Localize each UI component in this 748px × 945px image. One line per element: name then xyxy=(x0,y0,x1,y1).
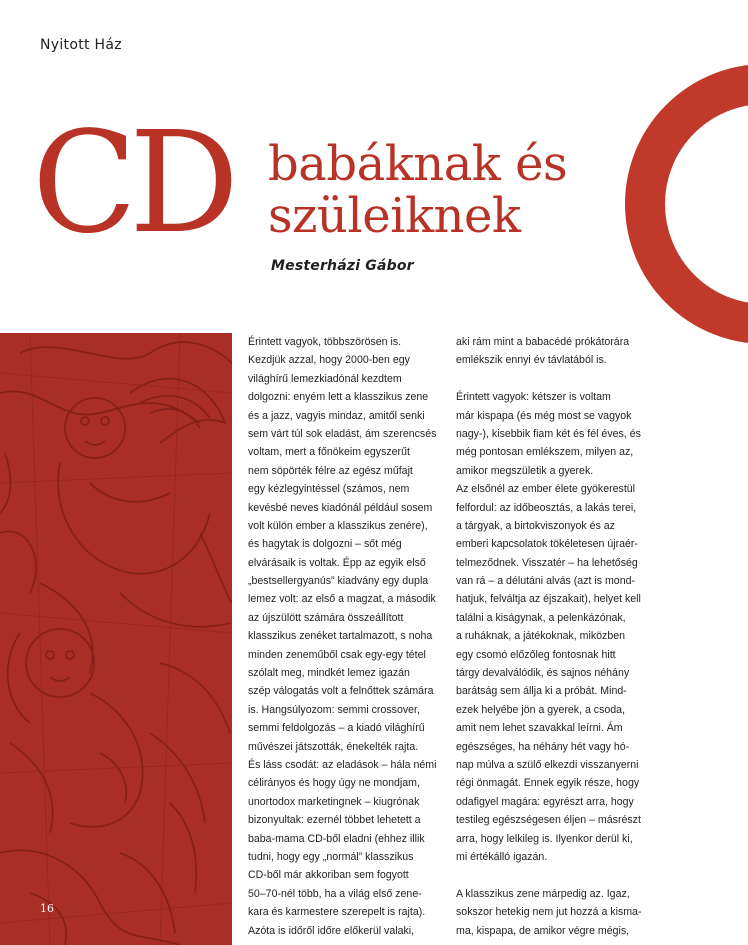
text-line: unortodox marketingnek – kiugrónak xyxy=(248,795,420,808)
text-line: egészséges, ha néhány hét vagy hó- xyxy=(456,740,630,753)
text-line: még pontosan emlékszem, milyen az, xyxy=(456,446,634,459)
text-line: amit nem lehet szavakkal leírni. Ám xyxy=(456,722,623,735)
text-line: nagy-), kisebbik fiam két és fél éves, és xyxy=(456,427,641,440)
text-line: sem várt túl sok eladást, ám szerencsés xyxy=(248,427,437,440)
text-line: hatjuk, felváltja az éjszakait), helyet kell xyxy=(456,593,641,606)
text-line: szép válogatás volt a felnőttek számára xyxy=(248,685,434,698)
text-line: ma, kispapa, de amikor végre mégis, xyxy=(456,924,630,937)
text-line: és hagytak is dolgozni – sőt még xyxy=(248,538,402,551)
text-line: ezek helyébe jön a gyerek, a csoda, xyxy=(456,703,626,716)
text-line: nap múlva a szülő elkezdi visszanyerni xyxy=(456,758,639,771)
cherub-engraving xyxy=(0,333,232,945)
text-line: És láss csodát: az eladások – hála némi xyxy=(248,758,437,771)
text-line: művészei játszották, énekelték rajta. xyxy=(248,740,419,753)
text-line: a ruháknak, a játékoknak, miközben xyxy=(456,630,626,643)
article-column-2 xyxy=(456,333,656,940)
decorative-ring xyxy=(625,64,748,344)
cherub-illustration xyxy=(0,333,232,945)
text-line: aki rám mint a babacédé prókátorára xyxy=(456,336,630,348)
text-line: kevésbé neves kiadónál például sosem xyxy=(248,501,433,514)
text-line: dolgozni: enyém lett a klasszikus zene xyxy=(248,391,429,404)
text-line: barátság sem állja ki a próbát. Mind- xyxy=(456,685,627,698)
text-line: tudni, hogy egy „normál” klasszikus xyxy=(248,850,414,863)
text-line: testileg egészségesen éljen – másrészt xyxy=(456,814,641,827)
text-line: találni a kiságynak, a pelenkázónak, xyxy=(456,611,626,624)
text-line: van rá – a délutáni alvás (azt is mond- xyxy=(456,575,636,588)
text-line: voltam, mert a főnökeim egyszerűt xyxy=(248,446,410,459)
text-line: világhírű lemezkiadónál kezdtem xyxy=(248,372,402,385)
text-line: is. Hangsúlyozom: semmi crossover, xyxy=(248,703,420,716)
text-line: felfordul: az időbeosztás, a lakás terei, xyxy=(456,501,637,514)
text-line: lemez volt: az első a magzat, a második xyxy=(248,593,436,606)
text-line: odafigyel magára: egyrészt arra, hogy xyxy=(456,795,634,808)
text-line: volt külön ember a klasszikus zenére), xyxy=(248,519,428,532)
text-line: semmi feldolgozás – a kiadó világhírű xyxy=(248,722,425,735)
title-subtitle xyxy=(268,138,567,242)
title-line-2: szüleiknek xyxy=(268,188,521,244)
text-line: klasszikus zenéket tartalmazott, s noha xyxy=(248,630,433,643)
text-line: szólalt meg, mindkét lemez igazán xyxy=(248,667,410,680)
text-line: telmeződnek. Visszatér – ha lehetőség xyxy=(456,556,638,569)
article-column-1 xyxy=(248,333,453,940)
text-line: nem söpörték félre az egész műfajt xyxy=(248,464,413,477)
text-line: Érintett vagyok, többszörösen is. xyxy=(248,336,402,348)
text-line: már kispapa (és még most se vagyok xyxy=(456,409,632,422)
text-line: célirányos és hogy úgy ne mondjam, xyxy=(248,777,420,790)
paragraph-gap xyxy=(456,866,656,884)
text-line: amikor megszületik a gyerek. xyxy=(456,464,594,477)
paragraph-gap xyxy=(456,370,656,388)
text-line: egy csomó előzőleg fontosnak hitt xyxy=(456,648,616,661)
text-line: az újszülött számára összeállított xyxy=(248,611,404,624)
text-line: bizonyultak: ezernél többet lehetett a xyxy=(248,814,421,827)
text-line: emlékszik ennyi év távlatából is. xyxy=(456,354,607,367)
page-number: 16 xyxy=(40,902,54,915)
text-line: CD-ből már akkoriban sem fogyott xyxy=(248,869,409,882)
text-line: sokszor hetekig nem jut hozzá a kisma- xyxy=(456,906,642,919)
text-line: a tárgyak, a birtokviszonyok és az xyxy=(456,519,615,532)
text-line: arra, hogy lelkileg is. Ilyenkor derül ki, xyxy=(456,832,633,845)
text-line: mi értékálló igazán. xyxy=(456,850,548,863)
text-line: és a jazz, vagyis mindaz, amitől senki xyxy=(248,409,425,422)
text-line: 50–70-nél több, ha a világ első zene- xyxy=(248,887,422,900)
text-line: egy kézlegyintéssel (számos, nem xyxy=(248,483,410,496)
title-cd: CD xyxy=(32,102,232,265)
text-line: Azóta is időről időre előkerül valaki, xyxy=(248,924,415,937)
author-byline: Mesterházi Gábor xyxy=(271,258,414,274)
text-line: elvárásaik is voltak. Épp az egyik első xyxy=(248,556,426,569)
text-line: Kezdjük azzal, hogy 2000-ben egy xyxy=(248,354,410,367)
text-line: tárgy devalválódik, és sajnos néhány xyxy=(456,667,630,680)
text-line: minden zeneműből csak egy-egy tétel xyxy=(248,648,426,661)
text-line: „bestsellergyanús” kiadvány egy dupla xyxy=(248,575,429,588)
text-line: Az elsőnél az ember élete gyökerestül xyxy=(456,483,636,496)
title-line-1: babáknak és xyxy=(268,136,568,192)
text-line: Érintett vagyok: kétszer is voltam xyxy=(456,391,611,404)
text-line: emberi kapcsolatok tökéletesen újraér- xyxy=(456,538,638,551)
text-line: régi önmagát. Ennek egyik része, hogy xyxy=(456,777,640,790)
section-label: Nyitott Ház xyxy=(40,37,122,53)
text-line: A klasszikus zene márpedig az. Igaz, xyxy=(456,887,630,900)
text-line: kara és karmestere szerepelt is rajta). xyxy=(248,906,426,919)
text-line: baba-mama CD-ből eladni (ehhez illik xyxy=(248,832,425,845)
